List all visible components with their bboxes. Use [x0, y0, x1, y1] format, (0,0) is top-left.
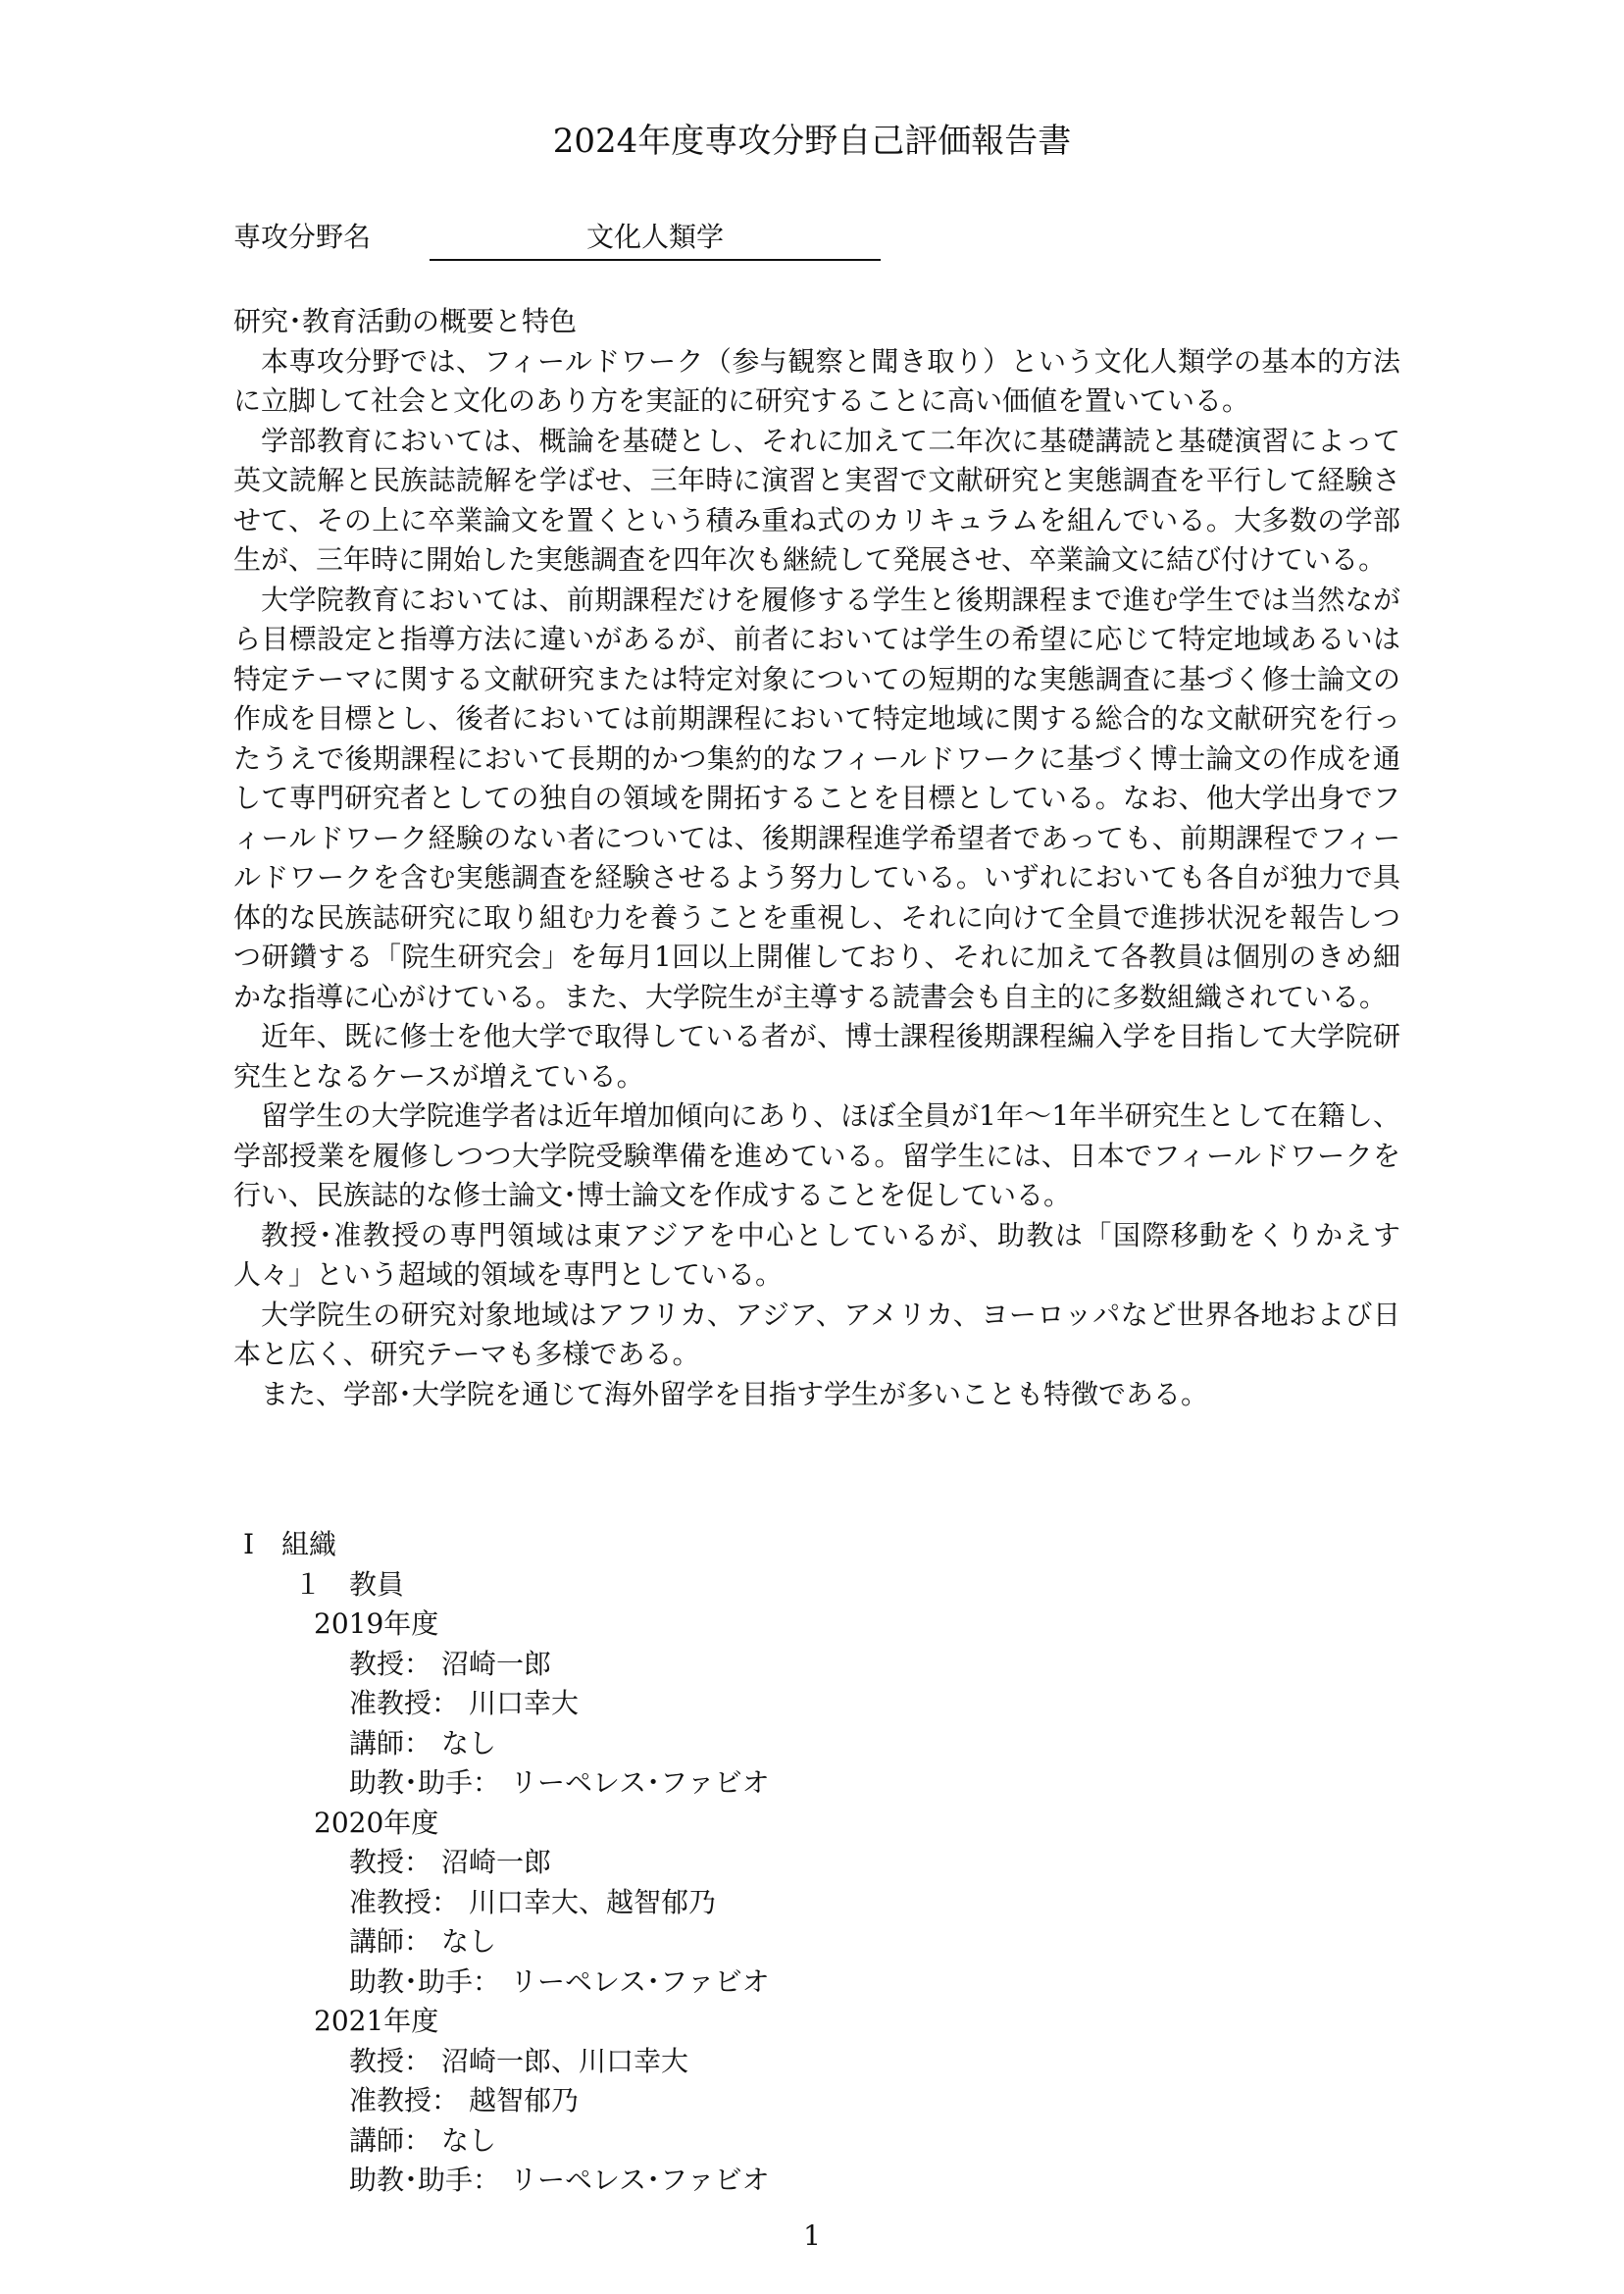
staff-names: 沼崎一郎 — [441, 1647, 552, 1680]
organization-heading: Ⅰ 組織 — [243, 1528, 337, 1560]
staff-line — [233, 1763, 1400, 1804]
staff-role: 講師： — [349, 2123, 432, 2157]
staff-names: リーペレス･ファビオ — [510, 2164, 770, 2196]
overview-section — [233, 302, 1400, 1414]
staff-role: 助教･助手： — [349, 1964, 501, 1998]
overview-paragraph: 教授･准教授の専門領域は東アジアを中心としているが、助教は「国際移動をくりかえす人々」という超域的領域を専門としている。 — [233, 1218, 1400, 1291]
overview-paragraph: 近年、既に修士を他大学で取得している者が、博士課程後期課程編入学を目指して大学院研究生となるケースが増えている。 — [233, 1020, 1400, 1093]
field-name-underline — [430, 259, 881, 261]
staff-names: 川口幸大、越智郁乃 — [469, 1885, 717, 1918]
overview-paragraph: 大学院生の研究対象地域はアフリカ、アジア、アメリカ、ヨーロッパなど世界各地および日本と広く、研究テーマも多様である。 — [233, 1298, 1400, 1370]
staff-role: 教授： — [349, 1846, 432, 1878]
staff-names: リーペレス･ファビオ — [510, 1964, 770, 1998]
staff-role: 教授： — [349, 1647, 432, 1680]
staff-line — [233, 1883, 1400, 1923]
field-name-label: 専攻分野名 — [233, 221, 372, 253]
overview-paragraph: 学部教育においては、概論を基礎とし、それに加えて二年次に基礎講読と基礎演習によって英文読解と民族誌読解を学ばせ、三年時に演習と実習で文献研究と実態調査を平行して経験させて、その上に卒業論文を置くという積み重ね式のカリキュラムを組んでいる。大多数の学部生が、三年時に開始した実態調査を四年次も継続して発展させ、卒業論文に結び付けている。 — [233, 424, 1400, 576]
faculty-year-block — [233, 1804, 1400, 2003]
staff-names: 沼崎一郎、川口幸大 — [441, 2044, 689, 2077]
faculty-year-label: 2021年度 — [314, 2005, 439, 2037]
staff-line — [233, 2042, 1400, 2082]
faculty-year-label: 2020年度 — [314, 1806, 439, 1839]
staff-line — [233, 2121, 1400, 2162]
staff-role: 講師： — [349, 1726, 432, 1759]
staff-role: 助教･助手： — [349, 2164, 501, 2196]
document-title: 2024年度専攻分野自己評価報告書 — [552, 122, 1072, 161]
faculty-year-block — [233, 1605, 1400, 1804]
staff-names: なし — [441, 1925, 497, 1958]
overview-paragraph: 大学院教育においては、前期課程だけを履修する学生と後期課程まで進む学生では当然ながら目標設定と指導方法に違いがあるが、前者においては学生の希望に応じて特定地域あるいは特定テーマに関する文献研究または特定対象についての短期的な実態調査に基づく修士論文の作成を目標とし、後者においては前期課程において特定地域に関する総合的な文献研究を行ったうえで後期課程において長期的かつ集約的なフィールドワークに基づく博士論文の作成を通して専門研究者としての独自の領域を開拓することを目標としている。なお、他大学出身でフィールドワーク経験のない者については、後期課程進学希望者であっても、前期課程でフィールドワークを含む実態調査を経験させるよう努力している。いずれにおいても各自が独力で具体的な民族誌研究に取り組む力を養うことを重視し、それに向けて全員で進捗状況を報告しつつ研鑽する「院生研究会」を毎月1回以上開催しており、それに加えて各教員は個別のきめ細かな指導に心がけている。また、大学院生が主導する読書会も自主的に多数組織されている。 — [233, 583, 1400, 1013]
staff-line — [233, 1963, 1400, 2003]
staff-line — [233, 2081, 1400, 2121]
staff-role: 教授： — [349, 2044, 432, 2077]
staff-role: 准教授： — [349, 1885, 460, 1918]
staff-role: 准教授： — [349, 1687, 460, 1719]
staff-line — [233, 1922, 1400, 1963]
staff-names: なし — [441, 1726, 497, 1759]
staff-line — [233, 1843, 1400, 1883]
staff-line — [233, 1645, 1400, 1685]
staff-names: 越智郁乃 — [469, 2084, 580, 2116]
staff-line — [233, 1724, 1400, 1764]
staff-role: 准教授： — [349, 2084, 460, 2116]
staff-names: なし — [441, 2123, 497, 2157]
overview-heading: 研究･教育活動の概要と特色 — [233, 305, 578, 337]
staff-line — [233, 2161, 1400, 2201]
faculty-year-block — [233, 2002, 1400, 2201]
staff-role: 講師： — [349, 1925, 432, 1958]
overview-paragraph: また、学部･大学院を通じて海外留学を目指す学生が多いことも特徴である。 — [261, 1377, 1209, 1410]
staff-line — [233, 1684, 1400, 1724]
faculty-heading: １ 教員 — [294, 1567, 405, 1601]
organization-section — [233, 1525, 1400, 2201]
overview-paragraph: 留学生の大学院進学者は近年増加傾向にあり、ほぼ全員が1年～1年半研究生として在籍し、学部授業を履修しつつ大学院受験準備を進めている。留学生には、日本でフィールドワークを行い、民族誌的な修士論文･博士論文を作成することを促している。 — [233, 1099, 1400, 1211]
staff-names: 沼崎一郎 — [441, 1846, 552, 1878]
staff-role: 助教･助手： — [349, 1766, 501, 1799]
field-name-row — [233, 218, 881, 261]
page-number: 1 — [803, 2219, 821, 2252]
field-name-value: 文化人類学 — [585, 221, 724, 253]
staff-names: 川口幸大 — [469, 1687, 580, 1719]
staff-names: リーペレス･ファビオ — [510, 1766, 770, 1799]
overview-paragraph: 本専攻分野では、フィールドワーク（参与観察と聞き取り）という文化人類学の基本的方法に立脚して社会と文化のあり方を実証的に研究することに高い価値を置いている。 — [233, 344, 1400, 417]
faculty-year-label: 2019年度 — [314, 1607, 439, 1640]
